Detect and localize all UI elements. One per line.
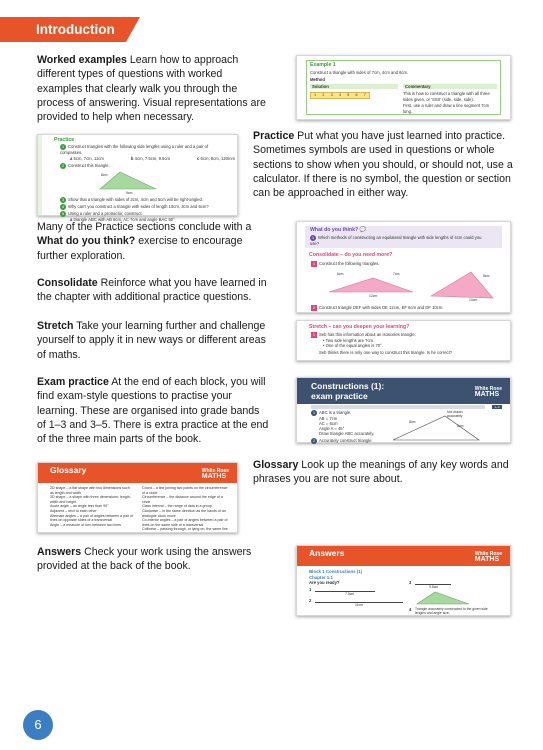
exam-practice-thumbnail: Constructions (1): exam practice White Rose MATHS 1–3 1 ABC is a triangle. AB = 7cm AC = 6cm Angle A = 45° Draw triangle ABC accurately. Not drawn accurately 8cm 5cm 2 Accurately construct triangle xyxy=(296,377,511,443)
ruler: 1 2 3 4 5 6 7 xyxy=(310,92,370,99)
answers-thumbnail: Answers White Rose MATHS Block 1 Constructions (1) Chapter 1.1 Are you ready? 1 7.5cm 2 11cm 3 9.5cm 4 Triangle accurately constructed to the given side lengths and angle size. xyxy=(296,545,511,616)
white-rose-maths-logo: White Rose MATHS xyxy=(201,468,229,480)
consolidate-thumbnail: What do you think? 💬 1 Which methods of constructing an equilateral triangle with side lengths of 4cm could you use? Consolidate – do you need more? 1 Construct the following triangles. 6cm 7cm 12cm 8cm 10cm 2 Construct triangle DEF with sides DE 12cm, EF 6cm and DF 10cm. xyxy=(296,221,511,313)
stretch-thumbnail xyxy=(296,320,511,361)
answers-block: Block 1 Constructions (1) xyxy=(309,569,363,574)
wdyt-question: 1 Which methods of constructing an equilateral triangle with side lengths of 4cm could you use? xyxy=(310,235,482,246)
grade-badge: 1–3 xyxy=(492,405,502,409)
glossary-paragraph: Glossary Look up the meanings of any key words and phrases you are not sure about. xyxy=(253,459,509,486)
stretch-bullet-1: • Two side lengths are 7cm. xyxy=(323,338,375,343)
practice-title: Practice xyxy=(54,137,75,143)
practice-q5: 5 Using a ruler and a protractor, construct: xyxy=(61,211,143,217)
page-number: 6 xyxy=(23,710,53,740)
answers-title: Answers xyxy=(309,548,345,558)
wdyt-title: What do you think? 💬 xyxy=(310,227,367,233)
section-banner xyxy=(0,17,126,42)
section-title: Introduction xyxy=(36,22,115,37)
practice-q4: 4 Why can't you construct a triangle with sides of length 10cm, 3cm and 6cm? xyxy=(61,204,209,210)
exam-title: Constructions (1): xyxy=(311,381,385,391)
commentary-text-2: First, use a ruler and draw a line segment 7cm long. xyxy=(403,103,490,114)
white-rose-maths-logo: White Rose MATHS xyxy=(474,386,502,398)
stretch-paragraph: Stretch Take your learning further and challenge yourself to apply it in new ways or different areas of maths. xyxy=(37,320,266,361)
answers-chapter: Chapter 1.1 xyxy=(309,575,333,580)
consolidate-paragraph: Consolidate Reinforce what you have learned in the chapter with additional practice questions. xyxy=(37,277,267,304)
worked-examples-paragraph: Worked examples Learn how to approach different types of questions with worked examples that clearly walk you through the process of answering. Visual representations are provided to help when necessary. xyxy=(37,54,266,124)
speech-bubble-icon: 💬 xyxy=(359,227,367,233)
example-method: Method xyxy=(310,77,325,82)
practice-q2: 2 Construct this triangle. xyxy=(61,163,110,169)
commentary-label: Commentary xyxy=(403,84,497,89)
exam-practice-paragraph: Exam practice At the end of each block, you will find exam-style questions to practise your learning. These are organised into grade bands of 1–3 and 3–5. There is extra practice at the end of the three main parts of the book. xyxy=(37,376,269,446)
answers-q4: Triangle accurately constructed to the given side lengths and angle size. xyxy=(415,607,488,615)
stretch-q1: 1 Seb has this information about an isosceles triangle: xyxy=(312,332,416,338)
exam-triangle-diagram xyxy=(387,410,487,442)
stretch-q2: Seb thinks there is only one way to construct this triangle. Is he correct? xyxy=(319,350,453,355)
consolidate-q1: 1 Construct the following triangles. xyxy=(312,261,380,267)
commentary-text-1: This is how to construct a triangle with all three sides given, or 'SSS' (side, side, side). xyxy=(403,91,490,102)
not-drawn-accurately-note: Not drawn accurately xyxy=(447,410,463,418)
exam-subtitle: exam practice xyxy=(311,391,368,401)
worked-example-thumbnail xyxy=(296,55,511,120)
consolidate-title: Consolidate – do you need more? xyxy=(309,252,393,258)
example-title: Example 1 xyxy=(310,62,336,68)
stretch-title: Stretch – can you deepen your learning? xyxy=(309,324,410,330)
practice-q3: 3 Show that a triangle with sides of 3cm, 4cm and 5cm will be right-angled. xyxy=(61,197,203,203)
answers-ready: Are you ready? xyxy=(309,580,340,585)
answers-triangle-diagram xyxy=(413,590,473,606)
exam-q2: 2 Accurately construct triangle xyxy=(312,438,372,444)
example-question: Construct a triangle with sides of 7cm, 4cm and 6cm. xyxy=(310,70,409,75)
what-do-you-think-paragraph: Many of the Practice sections conclude with a What do you think? exercise to encourage further exploration. xyxy=(37,221,252,262)
practice-q5a: a triangle ABC with AB 6cm, AC 7cm and angle BAC 50° xyxy=(70,217,175,222)
stretch-bullet-2: • One of the equal angles is 70°. xyxy=(323,343,383,348)
practice-q1-parts: a 5cm, 7cm, 11cm b 4cm, 7.5cm, 9.5cm c 6cm, 8cm, 120mm xyxy=(70,156,235,161)
exam-q1-l1: 1 ABC is a triangle. xyxy=(312,410,352,416)
practice-q1: 1 Construct triangles with the following side lengths using a ruler and a pair of compasses. xyxy=(60,144,209,155)
glossary-thumbnail xyxy=(37,462,238,533)
white-rose-maths-logo: White Rose MATHS xyxy=(474,551,502,563)
solution-label: Solution xyxy=(310,84,398,89)
practice-thumbnail: Practice 1 Construct triangles with the following side lengths using a ruler and a pair of compasses. a 5cm, 7cm, 11cm b 4cm, 7.5cm, 9.5cm c 6cm, 8cm, 120mm 2 Construct this triangle. 8cm 9cm 3 Show that a triangle with sides of 3cm, 4cm and 5cm will be right-angled. 4 Why can't you construct a triangle with sides of length 10cm, 3cm and 6cm? 5 Using a ruler and a protractor, construct: a triangle ABC with AB 6cm, AC 7cm and angle BAC 50° xyxy=(37,134,238,216)
glossary-left-column: 2D shape – a flat shape with two dimensions such as length and width 3D shape – a shape with three dimensions: length, width and height Acute angle – an angle less than 90° Adjacent – next to each other Alternate angles – a pair of angles between a pair of lines on opposite sides of a transversal Angle – a measure of turn between two lines xyxy=(50,486,134,527)
practice-paragraph: Practice Put what you have just learned into practice. Sometimes symbols are used in questions or whole sections to show when you should, or should not, use a calculator. If there is no symbol, the question or section can be approached in either way. xyxy=(253,130,513,200)
answers-paragraph: Answers Check your work using the answers provided at the back of the book. xyxy=(37,546,252,573)
glossary-right-column: Chord – a line joining two points on the circumference of a circle Circumference – the distance around the edge of a circle Class interval – the range of data in a group Clockwise – in the same direction as the hands of an analogue clock move Co-interior angles – a pair of angles between a pair of lines on the same side of a transversal Collinear – passing through, or lying on, the same line xyxy=(142,486,228,532)
glossary-title: Glossary xyxy=(50,465,87,475)
consolidate-q2: 2 Construct triangle DEF with sides DE 12cm, EF 6cm and DF 10cm. xyxy=(312,305,444,311)
